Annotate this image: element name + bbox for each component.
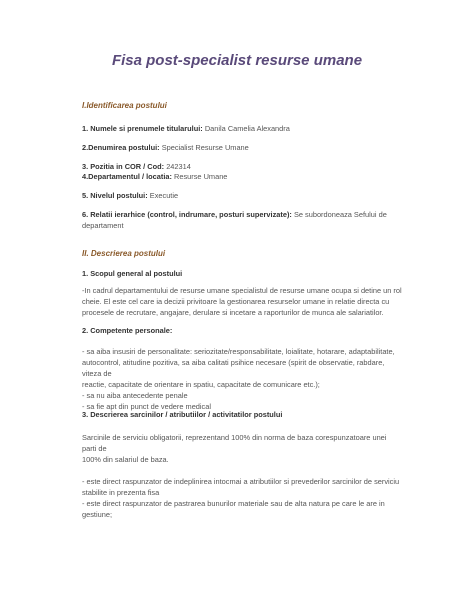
- field-label: 3. Pozitia in COR / Cod:: [82, 162, 165, 171]
- document-title: Fisa post-specialist resurse umane: [111, 52, 363, 69]
- text-line: cheie. El este cel care ia decizii privitoare la gestionarea resurselor umane in relatie directa cu: [82, 297, 390, 306]
- field-label: 5. Nivelul postului:: [82, 191, 148, 200]
- text-line: - este direct raspunzator de indeplinirea intocmai a atributiilor si prevederilor sarcinilor de serviciu: [82, 477, 400, 486]
- text-line: -In cadrul departamentului de resurse umane specialistul de resurse umane ocupa si detine un rol: [82, 286, 402, 295]
- field-label: 6. Relatii ierarhice (control, indrumare, posturi supervizate):: [82, 210, 292, 219]
- subsection-title-competences: 2. Competente personale:: [82, 326, 173, 335]
- field-value: 242314: [166, 162, 191, 171]
- text-line: - sa nu aiba antecedente penale: [82, 391, 188, 400]
- text-line: reactie, capacitate de orientare in spatiu, capacitate de comunicare etc.);: [82, 380, 320, 389]
- field-value: Resurse Umane: [174, 172, 228, 181]
- field-relations: [82, 210, 387, 219]
- tasks-paragraph: [82, 432, 402, 520]
- subsection-title-scope: 1. Scopul general al postului: [82, 269, 183, 278]
- competences-paragraph: [82, 346, 402, 412]
- subsection-title-tasks: 3. Descrierea sarcinilor / atributiilor / activitatilor postului: [82, 410, 283, 419]
- text-line: Sarcinile de serviciu obligatorii, reprezentand 100% din norma de baza corespunzatoare unei parti de: [82, 433, 387, 453]
- field-level: [82, 191, 178, 200]
- field-label: 4.Departamentul / locatia:: [82, 172, 172, 181]
- field-label: 2.Denumirea postului:: [82, 143, 160, 152]
- field-value: Executie: [149, 191, 179, 200]
- field-value: Danila Camelia Alexandra: [204, 124, 290, 133]
- text-line: 100% din salariul de baza.: [82, 455, 169, 464]
- field-department: [82, 172, 227, 181]
- scope-paragraph: [82, 285, 402, 318]
- field-cor: [82, 162, 191, 171]
- section-heading-description: II. Descrierea postului: [82, 249, 166, 258]
- field-value: Specialist Resurse Umane: [161, 143, 249, 152]
- field-position: [82, 143, 249, 152]
- text-line: - este direct raspunzator de pastrarea bunurilor materiale sau de alta natura pe care le are in gestiune;: [82, 499, 385, 519]
- text-line: procesele de recrutare, angajare, derulare si incetare a raporturilor de munca ale salariatilor.: [82, 308, 384, 317]
- field-name: [82, 124, 290, 133]
- field-value: Se subordoneaza Sefului de: [293, 210, 387, 219]
- field-label: 1. Numele si prenumele titularului:: [82, 124, 203, 133]
- text-line: autocontrol, atitudine pozitiva, sa aiba calitati psihice necesare (spirit de observatie, rabdare, viteza de: [82, 358, 385, 378]
- text-line: - sa aiba insusiri de personalitate: seriozitate/responsabilitate, loialitate, hotarare, adaptabilitate,: [82, 347, 395, 356]
- section-heading-identification: I.Identificarea postului: [82, 101, 167, 110]
- text-line: - sa fie apt din punct de vedere medical: [82, 402, 212, 411]
- text-line: stabilite in prezenta fisa: [82, 488, 160, 497]
- field-relations-cont: departament: [82, 221, 124, 230]
- text-line: [82, 465, 402, 476]
